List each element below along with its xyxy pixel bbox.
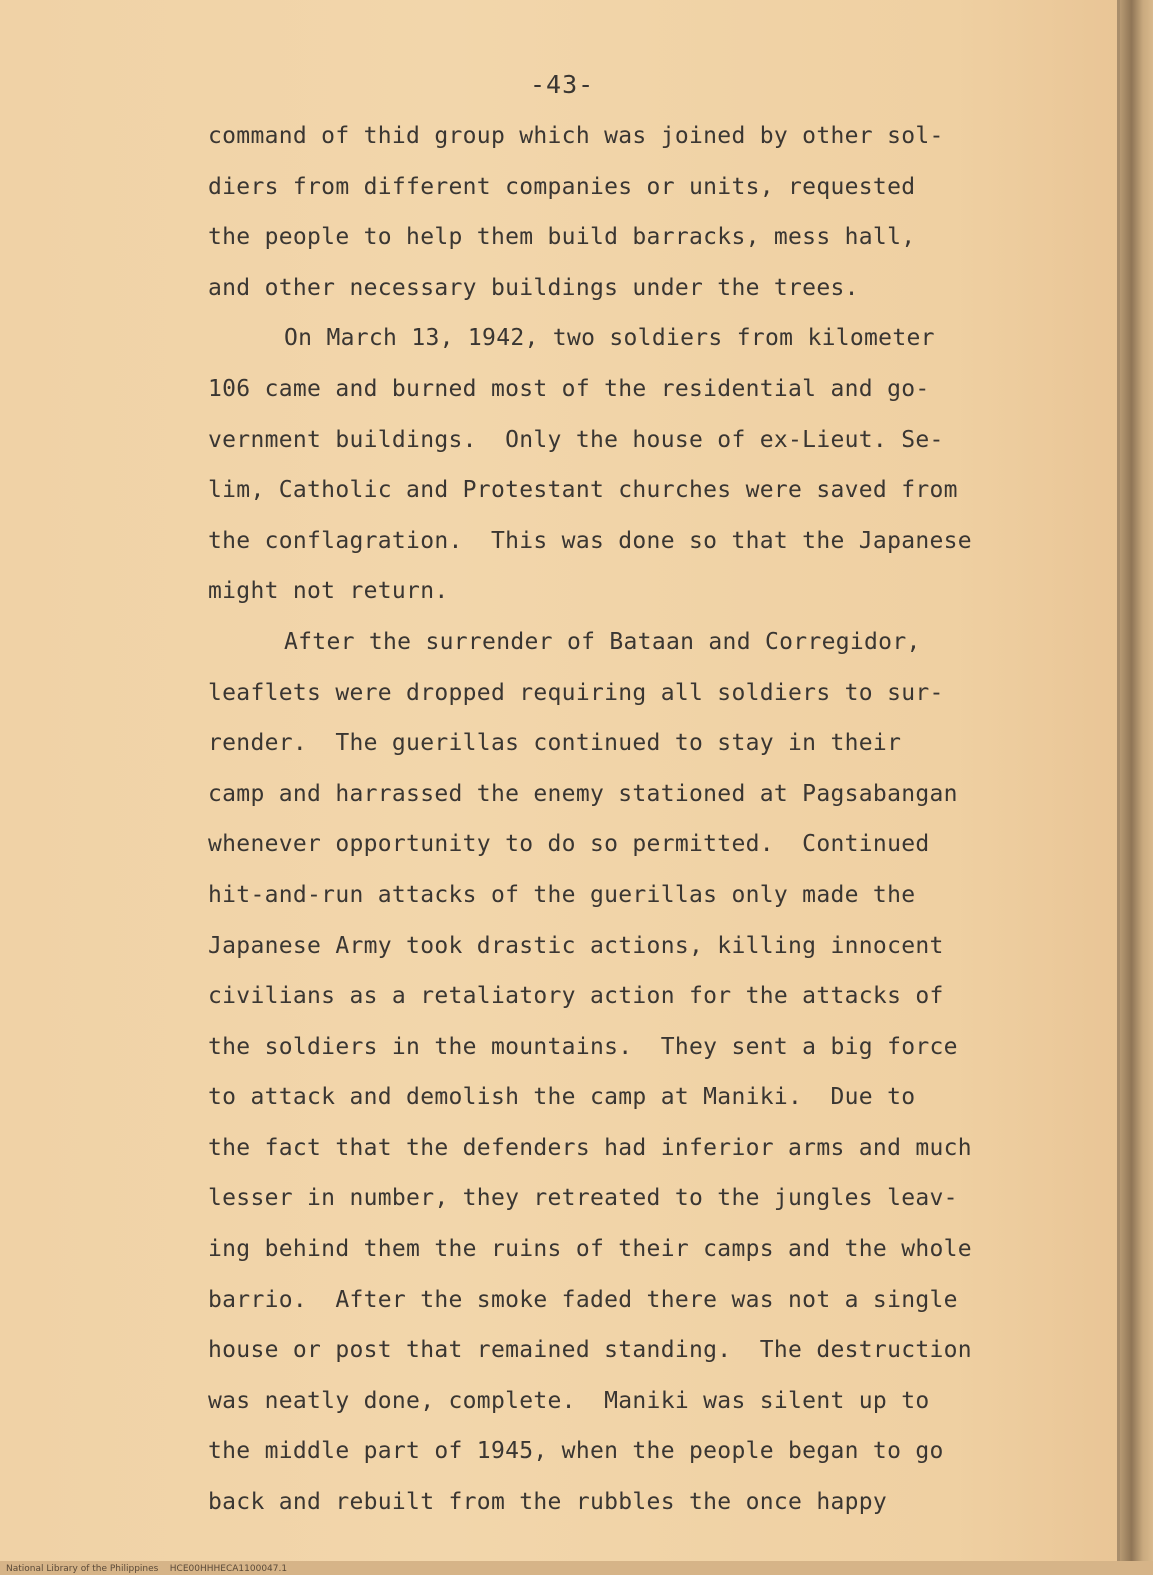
book-binding bbox=[1120, 0, 1153, 1575]
text-line: hit-and-run attacks of the guerillas only made the bbox=[208, 881, 916, 908]
text-line: whenever opportunity to do so permitted. Continued bbox=[208, 831, 930, 858]
text-line: camp and harrassed the enemy stationed at Pagsabangan bbox=[208, 780, 958, 807]
text-line: might not return. bbox=[208, 578, 449, 605]
text-line: leaflets were dropped requiring all soldiers to sur- bbox=[208, 679, 944, 706]
text-line: ing behind them the ruins of their camps and the whole bbox=[208, 1236, 972, 1263]
footer-text: National Library of the Philippines HCE00HHHECA1100047.1 bbox=[6, 1564, 288, 1574]
text-line: vernment buildings. Only the house of ex-Lieut. Se- bbox=[208, 426, 944, 453]
text-line: 106 came and burned most of the residential and go- bbox=[208, 375, 930, 402]
page-number: -43- bbox=[530, 70, 595, 99]
text-line: Japanese Army took drastic actions, killing innocent bbox=[208, 932, 944, 959]
body-text bbox=[208, 117, 1088, 1534]
footer-strip bbox=[0, 1561, 1153, 1575]
text-line: barrio. After the smoke faded there was not a single bbox=[208, 1286, 958, 1313]
text-line: render. The guerillas continued to stay in their bbox=[208, 730, 902, 757]
text-line: to attack and demolish the camp at Maniki. Due to bbox=[208, 1084, 916, 1111]
text-line: On March 13, 1942, two soldiers from kilometer bbox=[284, 325, 935, 352]
text-line: lim, Catholic and Protestant churches were saved from bbox=[208, 477, 958, 504]
text-line: the people to help them build barracks, mess hall, bbox=[208, 224, 916, 251]
text-line: back and rebuilt from the rubbles the once happy bbox=[208, 1489, 888, 1516]
text-line: the soldiers in the mountains. They sent a big force bbox=[208, 1033, 958, 1060]
text-line: lesser in number, they retreated to the jungles leav- bbox=[208, 1185, 958, 1212]
text-line: command of thid group which was joined by other sol- bbox=[208, 123, 944, 149]
text-line: was neatly done, complete. Maniki was silent up to bbox=[208, 1387, 930, 1414]
text-line: civilians as a retaliatory action for the attacks of bbox=[208, 983, 944, 1010]
text-line: After the surrender of Bataan and Corregidor, bbox=[284, 628, 921, 655]
text-line: the fact that the defenders had inferior arms and much bbox=[208, 1134, 972, 1161]
text-line: diers from different companies or units, requested bbox=[208, 173, 916, 200]
text-line: the middle part of 1945, when the people began to go bbox=[208, 1438, 944, 1465]
text-line: the conflagration. This was done so that the Japanese bbox=[208, 527, 972, 554]
text-line: house or post that remained standing. The destruction bbox=[208, 1337, 972, 1364]
text-line: and other necessary buildings under the trees. bbox=[208, 274, 859, 301]
